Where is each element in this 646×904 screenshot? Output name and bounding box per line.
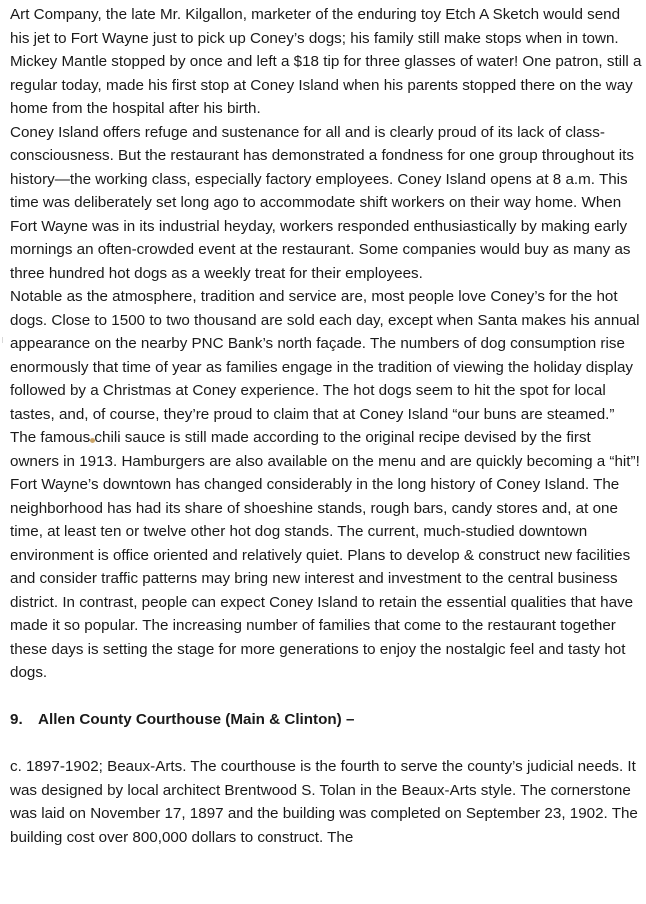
text-column [10,3,642,849]
blank-line [10,685,642,709]
paragraph-downtown: Fort Wayne’s downtown has changed considerably in the long history of Coney Island. The neighborhood has had its share of shoeshine stands, rough bars, candy stores and, at one time, at least ten or twelve other hot dog stands. The current, much-studied downtown environment is office oriented and relatively quiet. Plans to develop & construct new facilities and consider traffic patterns may bring new interest and investment to the central business district. In contrast, people can expect Coney Island to retain the essential qualities that have made it so popular. The increasing number of families that come to the restaurant together these days is setting the stage for more generations to enjoy the nostalgic feel and tasty hot dogs. [10,476,634,681]
paragraph-courthouse: c. 1897-1902; Beaux-Arts. The courthouse is the fourth to serve the county’s judicial needs. It was designed by local architect Brentwood S. Tolan in the Beaux-Arts style. The cornerstone was laid on November 17, 1897 and the building was completed on September 23, 1902. The building cost over 800,000 dollars to construct. The [10,758,638,846]
paragraph-working-class: Coney Island offers refuge and sustenance for all and is clearly proud of its lack of class-consciousness. But the restaurant has demonstrated a fondness for one group throughout its history—the working class, especially factory employees. Coney Island opens at 8 a.m. This time was deliberately set long ago to accommodate shift workers on their way home. When Fort Wayne was in its industrial heyday, workers responded enthusiastically by making early mornings an often-crowded event at the restaurant. Some companies would buy as many as three hundred hot dogs as a weekly treat for their employees. [10,123,634,282]
paragraph-hot-dogs: Notable as the atmosphere, tradition and service are, most people love Coney’s for the hot dogs. Close to 1500 to two thousand are sold each day, except when Santa makes his annual appearance on the nearby PNC Bank’s north façade. The numbers of dog consumption rise enormously that time of year as families engage in the tradition of viewing the holiday display followed by a Christmas at Coney experience. The hot dogs seem to hit the spot for local tastes, and, of course, they’re proud to claim that at Coney Island “our buns are steamed.” The famous chili sauce is still made according to the original recipe devised by the first owners in 1913. Hamburgers are also available on the menu and are quickly becoming a “hit”! [10,288,640,470]
section-number: 9. [10,711,23,728]
blank-line [10,732,642,756]
section-title: Allen County Courthouse (Main & Clinton) – [38,711,355,728]
margin-mark [2,337,3,343]
paragraph-celebrity-visits: Art Company, the late Mr. Kilgallon, marketer of the enduring toy Etch A Sketch would send his jet to Fort Wayne just to pick up Coney’s dogs; his family still make stops when in town. Mickey Mantle stopped by once and left a $18 tip for three glasses of water! One patron, still a regular today, made his first stop at Coney Island when his parents stopped there on the way home from the hospital after his birth. [10,6,642,117]
section-heading [10,708,642,732]
